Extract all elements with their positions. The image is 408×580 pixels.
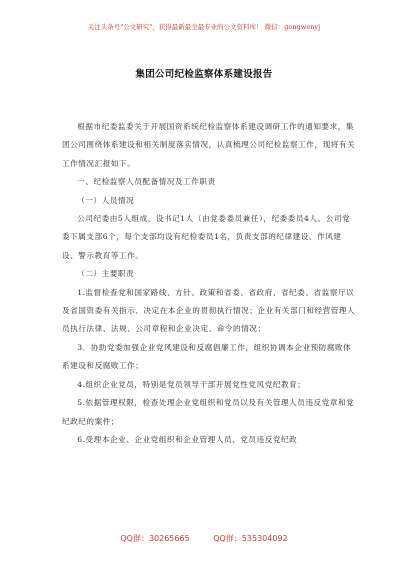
- duty-item: 5.依据管理权限，检查处理企业党组织和党员以及有关管理人员违反党章和党纪政纪的案件；: [62, 398, 355, 426]
- section-heading: 一、纪检监察人员配备情况及工作职责: [77, 177, 216, 187]
- document-title: 集团公司纪检监察体系建设报告: [135, 69, 273, 80]
- footer-contacts: [0, 533, 408, 544]
- qq-group-1: QQ群：30265665: [120, 534, 190, 543]
- subsection-heading: （一）人员情况: [77, 195, 135, 205]
- subsection-heading: （二）主要职责: [77, 269, 135, 279]
- intro-paragraph: 根据市纪委监委关于开展国资系统纪检监察体系建设调研工作的通知要求，集团公司围绕体系建设和相关制度落实情况，认真梳理公司纪检监察工作，现将有关工作情况汇报如下。: [62, 122, 356, 168]
- duty-item: 1.监督检查党和国家路线、方针、政策和省委、省政府、省纪委、省监察厅以及省国资委有关指示、决定在本企业的贯彻执行情况；企业有关部门和经营管理人员执行法律、法规、公司章程和企业决定、命令的情况；: [62, 287, 356, 334]
- promo-banner: 关注头条号"公文研究"，获得最新最全最专业的公文资料库！ 微信：gongwenyj: [87, 23, 321, 31]
- body-paragraph: 公司纪委由5人组成，设书记1人（由党委委员兼任），纪委委员4人。公司党委下属支部6个，每个支部均设有纪检委员1名，负责支部的纪律建设、作风建设、警示教育等工作。: [62, 214, 351, 260]
- duty-item: 3．协助党委加强企业党风建设和反腐倡廉工作，组织协调本企业预防腐败体系建设和反腐败工作；: [62, 342, 352, 371]
- duty-item: 6.受理本企业、企业党组织和企业管理人员、党员违反党纪政: [77, 434, 298, 444]
- qq-group-2: QQ群：535304092: [213, 534, 288, 543]
- document-body: [62, 118, 356, 449]
- duty-item: 4.组织企业党员，特别是党员领导干部开展党性党风党纪教育；: [77, 379, 306, 389]
